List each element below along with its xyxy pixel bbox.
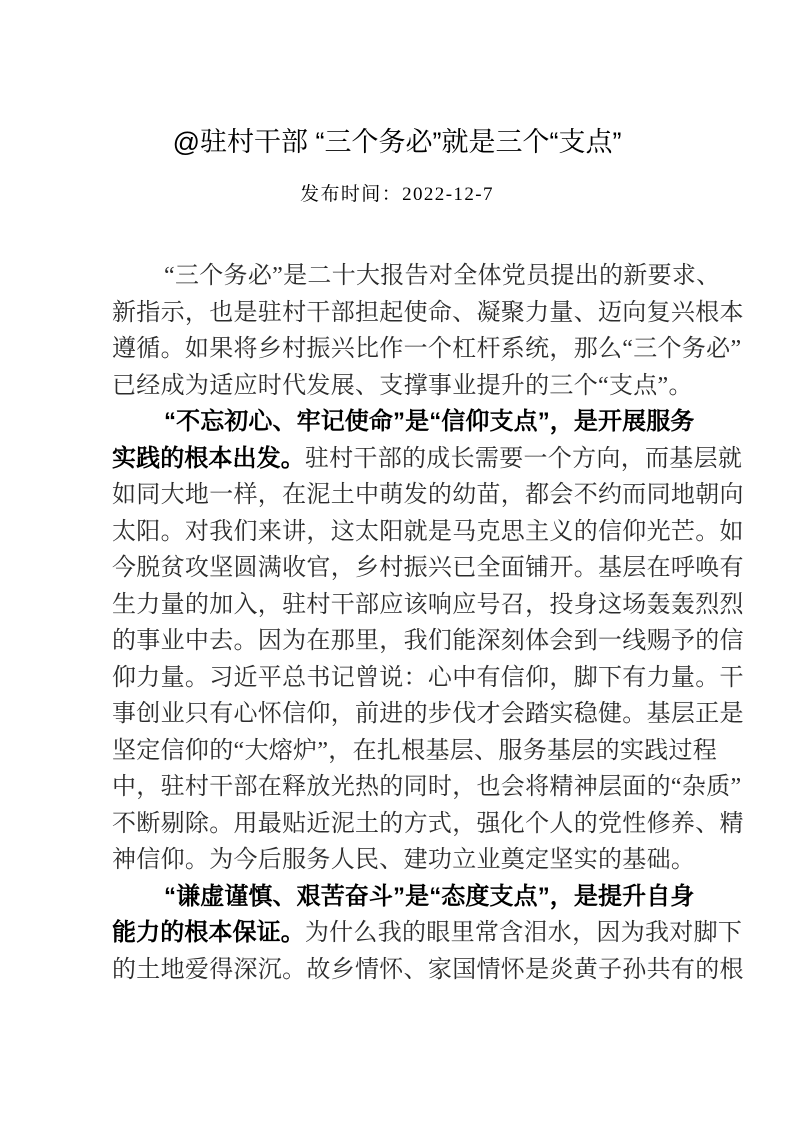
text-line <box>112 623 744 660</box>
text-line <box>112 587 744 624</box>
text-run: “三个务必”是二十大报告对全体党员提出的新要求、 <box>164 263 721 289</box>
text-run: 生力量的加入，驻村干部应该响应号召，投身这场轰轰烈烈 <box>112 591 744 618</box>
page-title: @驻村干部 “三个务必”就是三个“支点” <box>172 127 622 157</box>
text-run: 为什么我的眼里常含泪水，因为我对脚下 <box>304 920 743 946</box>
text-run: 的事业中去。因为在那里，我们能深刻体会到一线赐予的信 <box>112 628 744 654</box>
text-line <box>112 842 696 879</box>
text-run-bold: 实践的根本出发。 <box>112 444 305 472</box>
text-line <box>112 879 695 916</box>
text-line <box>112 550 744 587</box>
text-run: 事创业只有心怀信仰，前进的步伐才会踏实稳健。基层正是 <box>112 701 744 727</box>
text-run: 神信仰。为今后服务人民、建功立业奠定坚实的基础。 <box>112 847 696 873</box>
text-run: 的土地爱得深沉。故乡情怀、家国情怀是炎黄子孙共有的根 <box>112 956 744 983</box>
text-run-bold: “谦虚谨慎、艰苦奋斗”是“态度支点”，是提升自身 <box>164 882 695 910</box>
text-run: 太阳。对我们来讲，这太阳就是马克思主义的信仰光芒。如 <box>112 518 744 545</box>
text-run: 中，驻村干部在释放光热的同时，也会将精神层面的“杂质” <box>112 774 742 800</box>
text-run: 新指示，也是驻村干部担起使命、凝聚力量、迈向复兴根本 <box>112 299 744 326</box>
paragraph <box>112 879 744 989</box>
text-line <box>112 404 695 441</box>
text-line <box>112 733 718 770</box>
paragraph <box>112 258 744 404</box>
paragraph <box>112 404 744 879</box>
text-line <box>112 660 744 697</box>
text-line <box>112 258 721 295</box>
text-line <box>112 952 744 989</box>
text-line <box>112 368 693 405</box>
text-line <box>112 295 744 332</box>
text-line <box>112 806 744 843</box>
text-run: 今脱贫攻坚圆满收官，乡村振兴已全面铺开。基层在呼唤有 <box>112 555 744 581</box>
text-line <box>112 331 742 368</box>
publish-date: 发布时间：2022-12-7 <box>300 184 494 205</box>
document-body-column <box>112 120 744 988</box>
text-line <box>112 915 743 952</box>
text-run: 如同大地一样，在泥土中萌发的幼苗，都会不约而同地朝向 <box>112 482 744 508</box>
text-run: 仰力量。习近平总书记曾说：心中有信仰，脚下有力量。干 <box>112 664 744 691</box>
text-line <box>112 441 743 478</box>
text-run-bold: 能力的根本保证。 <box>112 919 305 946</box>
document-content <box>112 258 744 988</box>
text-run: 驻村干部的成长需要一个方向，而基层就 <box>304 445 743 472</box>
text-run: 遵循。如果将乡村振兴比作一个杠杆系统，那么“三个务必” <box>112 336 742 362</box>
text-run: 坚定信仰的“大熔炉”，在扎根基层、服务基层的实践过程 <box>112 737 718 764</box>
text-line <box>112 769 742 806</box>
text-run: 不断剔除。用最贴近泥土的方式，强化个人的党性修养、精 <box>112 810 744 837</box>
text-line <box>112 514 744 551</box>
text-line <box>112 696 744 733</box>
text-line <box>112 477 744 514</box>
text-run: 已经成为适应时代发展、支撑事业提升的三个“支点”。 <box>112 372 693 399</box>
text-run-bold: “不忘初心、牢记使命”是“信仰支点”，是开展服务 <box>164 408 695 435</box>
